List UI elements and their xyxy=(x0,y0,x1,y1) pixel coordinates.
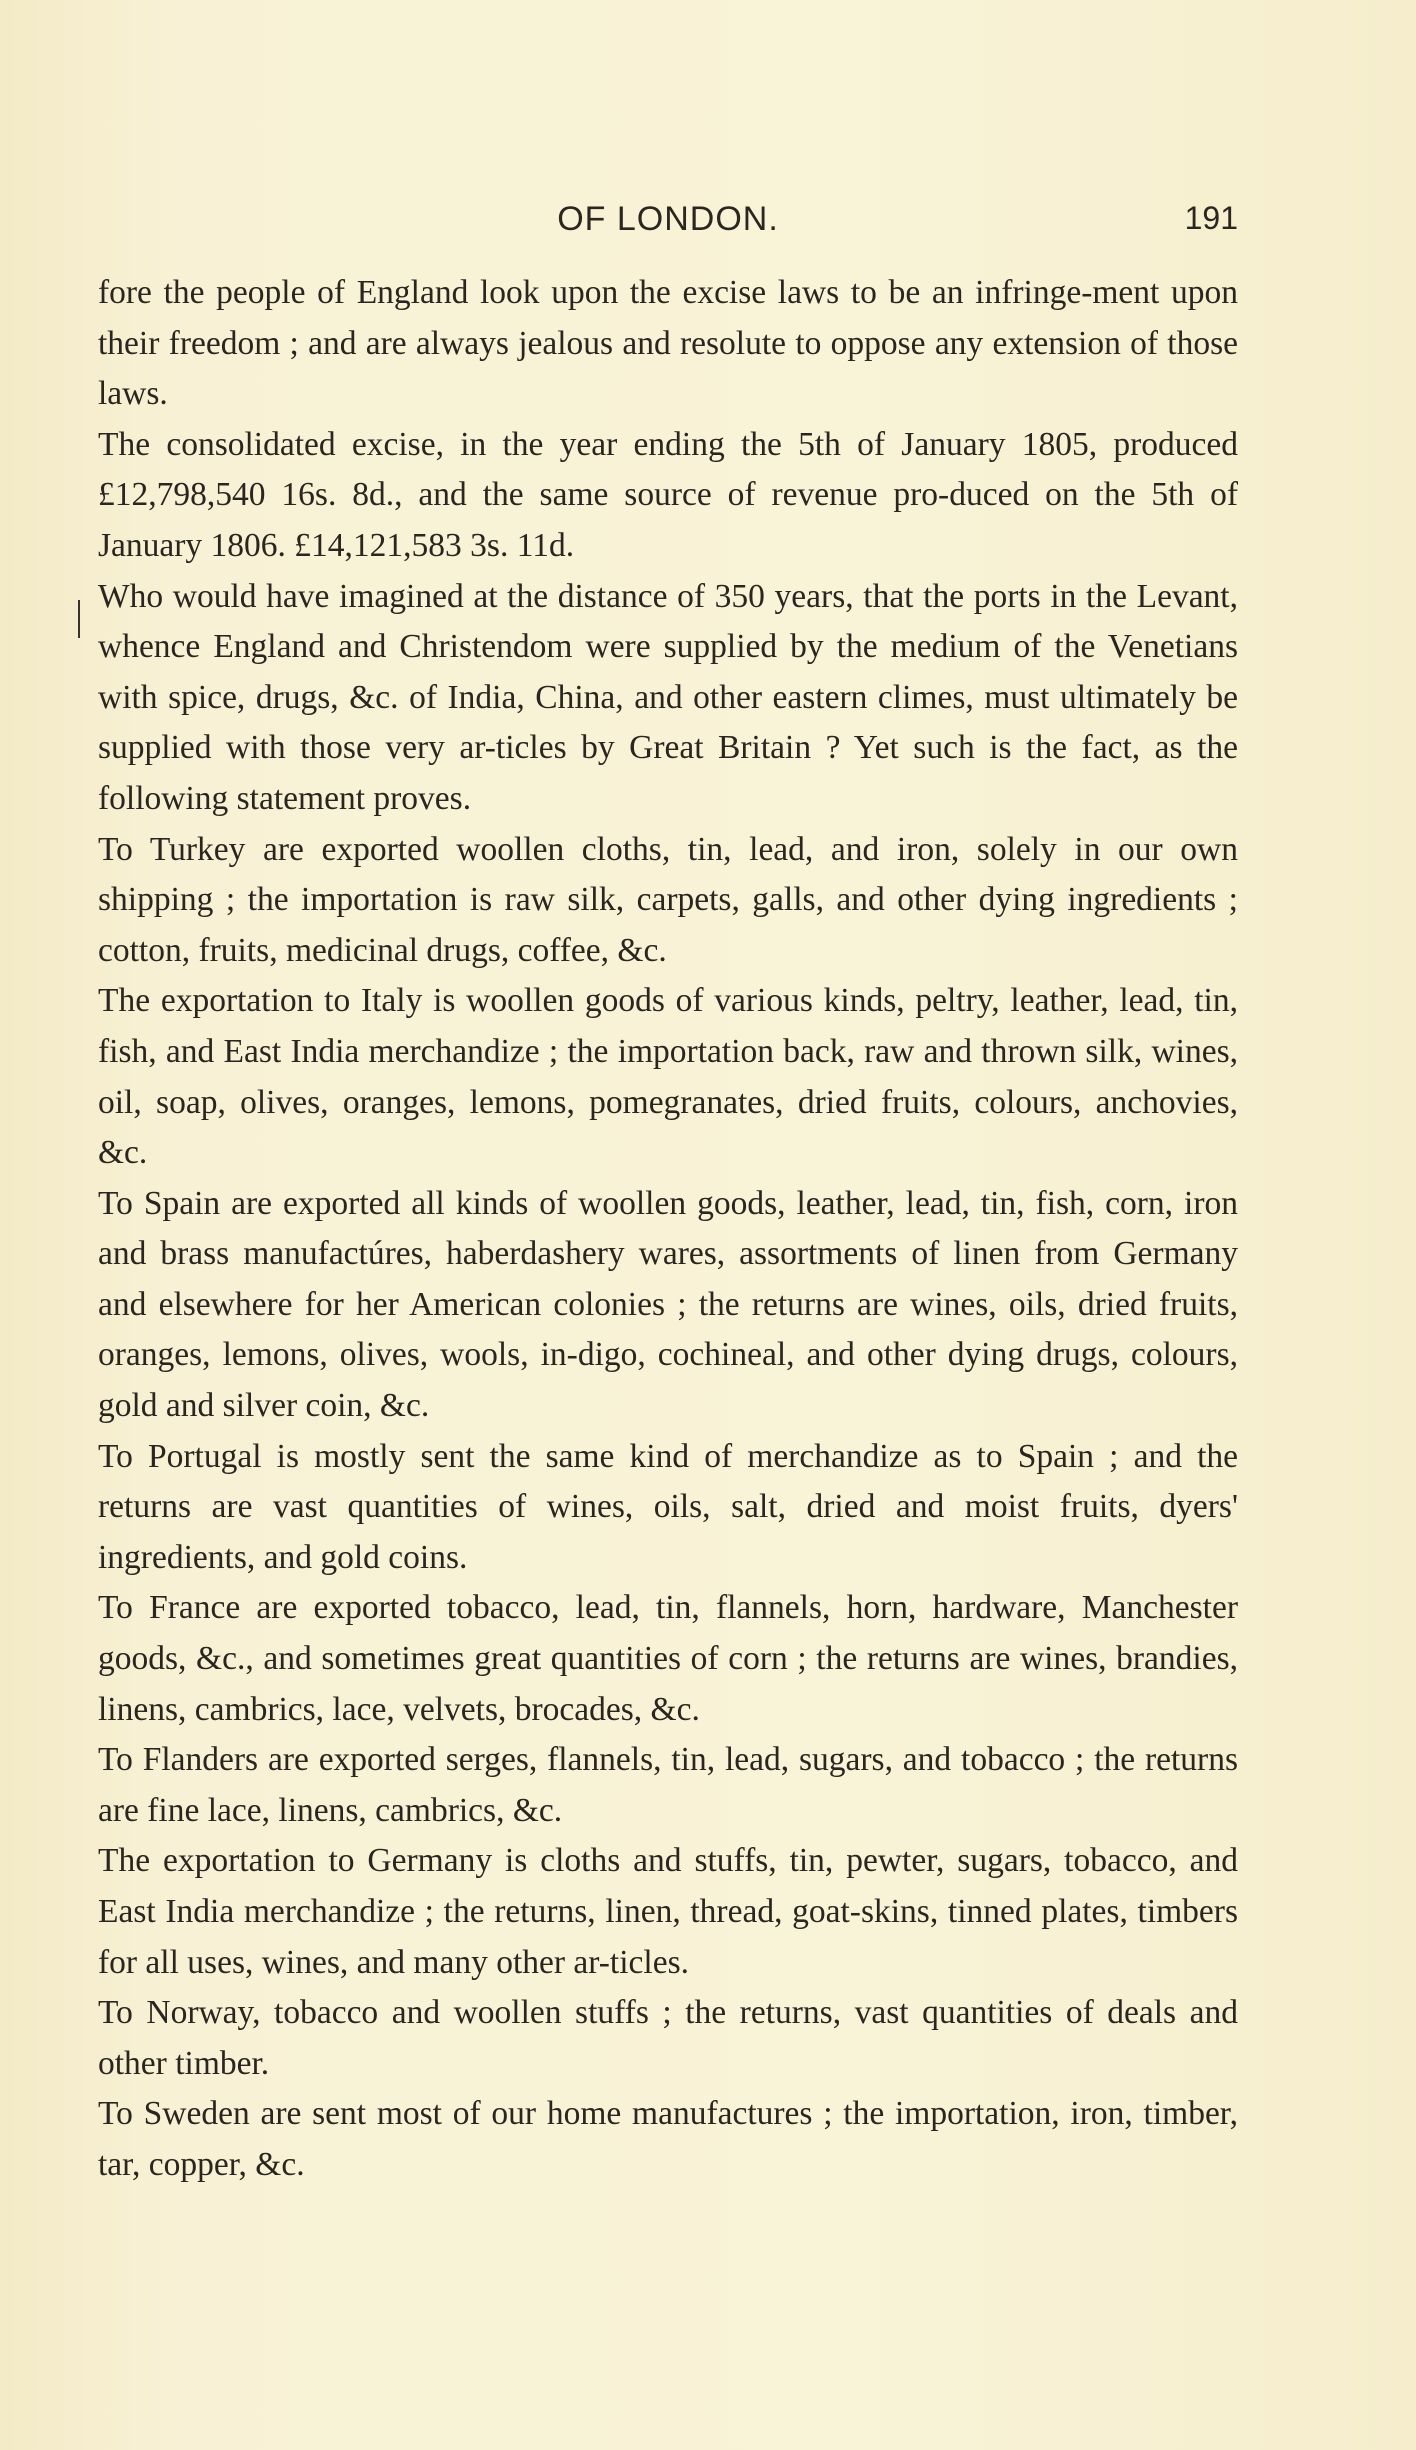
paragraph: To Spain are exported all kinds of woollen goods, leather, lead, tin, fish, corn, iron and brass manufactúres, haberdashery wares, assortments of linen from Germany and elsewhere for her American colonies ; the returns are wines, oils, dried fruits, oranges, lemons, olives, wools, in-digo, cochineal, and other dying drugs, colours, gold and silver coin, &c. xyxy=(98,1184,1238,1425)
paragraph: The consolidated excise, in the year ending the 5th of January 1805, produced £12,798,540 16s. 8d., and the same source of revenue pro-duced on the 5th of January 1806. £14,121,583 3s. 11d. xyxy=(98,425,1238,564)
paragraph: To Norway, tobacco and woollen stuffs ; the returns, vast quantities of deals and other timber. xyxy=(98,1994,1238,2082)
paragraph: To Flanders are exported serges, flannels, tin, lead, sugars, and tobacco ; the returns are fine lace, linens, cambrics, &c. xyxy=(98,1741,1238,1829)
paragraph: The exportation to Germany is cloths and stuffs, tin, pewter, sugars, tobacco, and East India merchandize ; the returns, linen, thread, goat-skins, tinned plates, timbers for all uses, wines, and many other ar-ticles. xyxy=(98,1842,1238,1981)
paragraph: To Portugal is mostly sent the same kind of merchandize as to Spain ; and the returns are vast quantities of wines, oils, salt, dried and moist fruits, dyers' ingredients, and gold coins. xyxy=(98,1437,1238,1576)
paragraph: To Sweden are sent most of our home manufactures ; the importation, iron, timber, tar, copper, &c. xyxy=(98,2095,1238,2183)
margin-mark xyxy=(78,600,80,638)
paragraph: Who would have imagined at the distance of 350 years, that the ports in the Levant, whence England and Christendom were supplied by the medium of the Venetians with spice, drugs, &c. of India, China, and other eastern climes, must ultimately be supplied with those very ar-ticles by Great Britain ? Yet such is the fact, as the following statement proves. xyxy=(98,577,1238,817)
page-header xyxy=(98,200,1238,248)
page-number: 191 xyxy=(1184,200,1238,236)
body-text xyxy=(98,268,1238,2191)
paragraph: To Turkey are exported woollen cloths, tin, lead, and iron, solely in our own shipping ; the importation is raw silk, carpets, galls, and other dying ingredients ; cotton, fruits, medicinal drugs, coffee, &c. xyxy=(98,830,1238,969)
paragraph: To France are exported tobacco, lead, tin, flannels, horn, hardware, Manchester goods, &c., and sometimes great quantities of corn ; the returns are wines, brandies, linens, cambrics, lace, velvets, brocades, &c. xyxy=(98,1589,1238,1728)
paragraph: fore the people of England look upon the excise laws to be an infringe-ment upon their freedom ; and are always jealous and resolute to oppose any extension of those laws. xyxy=(98,274,1238,413)
paragraph: The exportation to Italy is woollen goods of various kinds, peltry, leather, lead, tin, fish, and East India merchandize ; the importation back, raw and thrown silk, wines, oil, soap, olives, oranges, lemons, pomegranates, dried fruits, colours, anchovies, &c. xyxy=(98,982,1238,1172)
running-title: OF LONDON. xyxy=(557,200,779,238)
